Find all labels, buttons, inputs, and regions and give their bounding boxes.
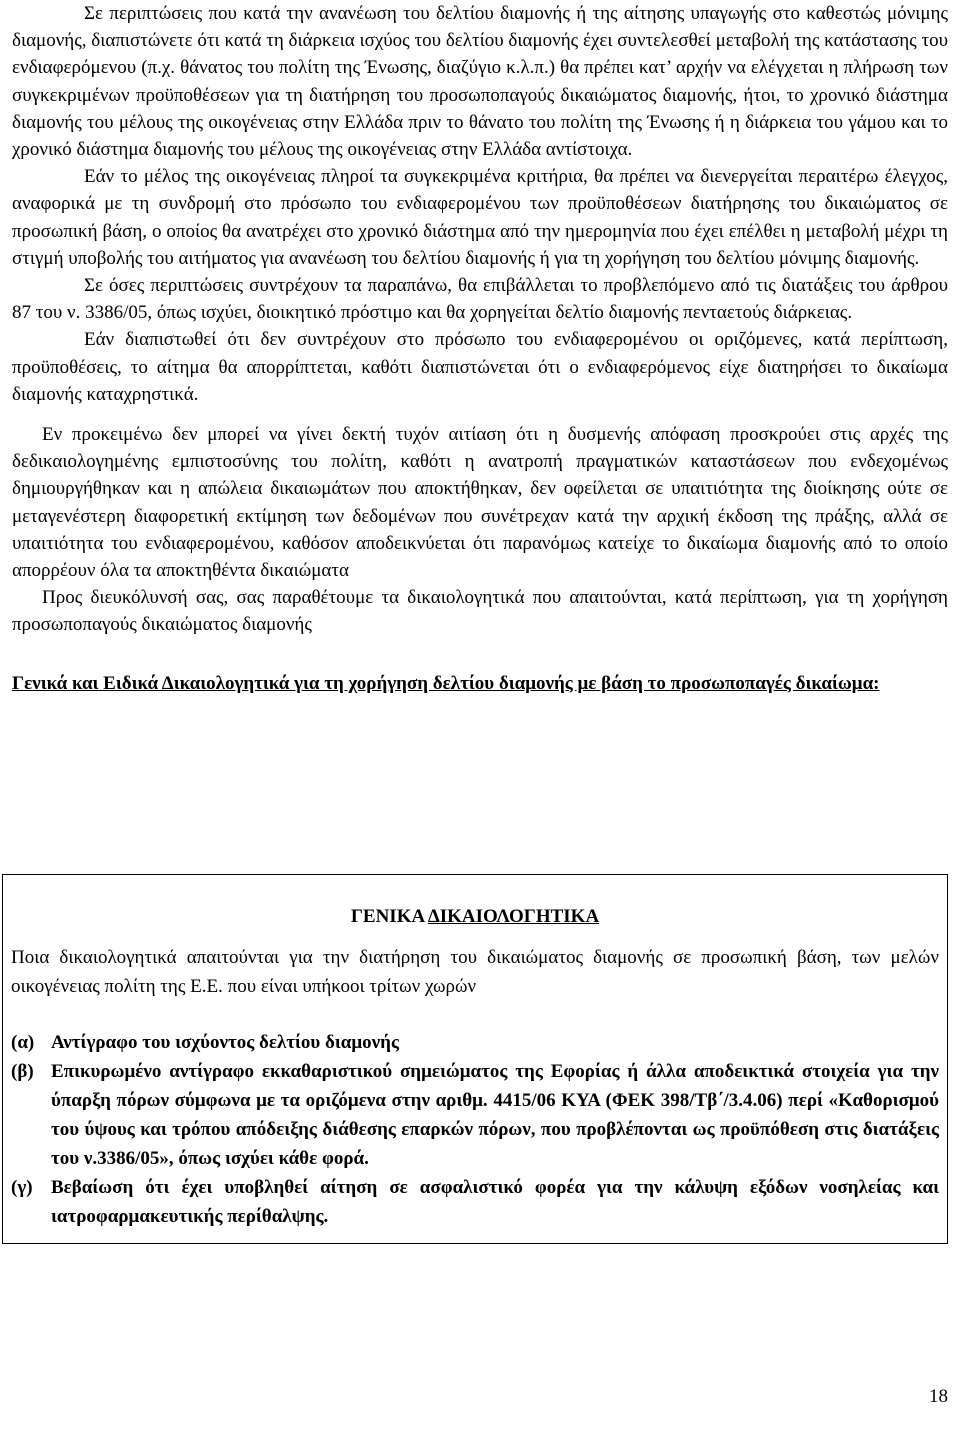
section-heading: Γενικά και Ειδικά Δικαιολογητικά για τη χορήγηση δελτίου διαμονής με βάση το προσωποπαγές δικαίωμα: [12,672,880,694]
paragraph-fine: Σε όσες περιπτώσεις συντρέχουν τα παραπάνω, θα επιβάλλεται το προβλεπόμενο από τις διατάξεις του άρθρου 87 του ν. 3386/05, όπως ισχύει, διοικητικό πρόστιμο και θα χορηγείται δελτίο διαμονής πενταετούς διάρκειας. [12,275,948,324]
requirements-list [11,1028,939,1231]
item-text: Βεβαίωση ότι έχει υποβληθεί αίτηση σε ασφαλιστικό φορέα για την κάλυψη εξόδων νοσηλείας και ιατροφαρμακευτικής περίθαλψης. [51,1177,939,1227]
paragraph-rejection: Εάν διαπιστωθεί ότι δεν συντρέχουν στο πρόσωπο του ενδιαφερομένου οι οριζόμενες, κατά περίπτωση, προϋποθέσεις, το αίτημα θα απορρίπτεται, καθότι διαπιστώνεται ότι ο ενδιαφερόμενος είχε διατηρήσει το δικαίωμα διαμονής καταχρηστικά. [12,329,948,405]
requirement-item [11,1173,939,1231]
requirement-item [11,1057,939,1173]
item-text: Αντίγραφο του ισχύοντος δελτίου διαμονής [51,1032,399,1053]
paragraph-status-change: Σε περιπτώσεις που κατά την ανανέωση του δελτίου διαμονής ή της αίτησης υπαγωγής στο καθεστώς μόνιμης διαμονής, διαπιστώνετε ότι κατά τη διάρκεια ισχύος του δελτίου διαμονής έχει συντελεσθεί μεταβολή της κατάστασης του ενδιαφερόμενου (π.χ. θάνατος του πολίτη της Ένωσης, διαζύγιο κ.λ.π.) θα πρέπει κατ’ αρχήν να ελέγχεται η πλήρωση των συγκεκριμένων προϋποθέσεων για τη διατήρηση του προσωποπαγούς δικαιώματος διαμονής, ήτοι, το χρονικό διάστημα διαμονής του μέλους της οικογένειας στην Ελλάδα πριν το θάνατο του πολίτη της Ένωσης ή η διάρκεια του γάμου και το χρονικό διάστημα διαμονής του μέλους της οικογένειας στην Ελλάδα αντίστοιχα. [12,3,948,161]
box-title [3,905,947,929]
page-number: 18 [929,1386,948,1407]
item-marker: (β) [11,1061,34,1082]
item-marker: (α) [11,1032,35,1053]
item-text: Επικυρωμένο αντίγραφο εκκαθαριστικού σημειώματος της Εφορίας ή άλλα αποδεικτικά στοιχεία για την ύπαρξη πόρων σύμφωνα με τα οριζόμενα στην αριθμ. 4415/06 ΚΥΑ (ΦΕΚ 398/Τβ΄/3.4.06) περί «Καθορισμού του ύψους και τρόπου απόδειξης διάθεσης επαρκών πόρων, που προβλέπονται ως προϋπόθεση στις διατάξεις του ν.3386/05», όπως ισχύει κάθε φορά. [51,1061,939,1169]
requirement-item [11,1028,939,1057]
item-marker: (γ) [11,1177,33,1198]
paragraph-documents-intro: Προς διευκόλυνσή σας, σας παραθέτουμε τα δικαιολογητικά που απαιτούνται, κατά περίπτωση, για τη χορήγηση προσωποπαγούς δικαιώματος διαμονής [12,587,948,636]
general-documents-box [2,874,948,1244]
box-title-underlined: ΔΙΚΑΙΟΛΟΓΗΤΙΚΑ [427,906,600,927]
paragraph-legitimate-trust: Εν προκειμένω δεν μπορεί να γίνει δεκτή τυχόν αιτίαση ότι η δυσμενής απόφαση προσκρούει στις αρχές της δεδικαιολογημένης εμπιστοσύνης του πολίτη, καθότι η ανατροπή πραγματικών καταστάσεων που ενδεχομένως δημιουργήθηκαν και η απώλεια δικαιωμάτων που αποκτήθηκαν, δεν οφείλεται σε υπαιτιότητα της διοίκησης ούτε σε μεταγενέστερη διαφορετική εκτίμηση των δεδομένων που συνέτρεχαν κατά την αρχική έκδοση της πράξης, αλλά σε υπαιτιότητα του ενδιαφερομένου, καθόσον αποδεικνύεται ότι παρανόμως κατείχε το δικαίωμα διαμονής από το οποίο απορρέουν όλα τα αποκτηθέντα δικαιώματα [12,424,948,582]
paragraph-further-check: Εάν το μέλος της οικογένειας πληροί τα συγκεκριμένα κριτήρια, θα πρέπει να διενεργείται περαιτέρω έλεγχος, αναφορικά με τη συνδρομή στο πρόσωπο του ενδιαφερομένου των προϋποθέσεων διατήρησης του δικαιώματος σε προσωπική βάση, ο οποίος θα ανατρέχει στο χρονικό διάστημα από την ημερομηνία που έχει επέλθει η μεταβολή μέχρι τη στιγμή υποβολής του αιτήματος για ανανέωση του δελτίου διαμονής ή για τη χορήγηση του δελτίου μόνιμης διαμονής. [12,166,948,269]
box-title-prefix: ΓΕΝΙΚΑ [350,906,428,927]
document-page [12,0,948,697]
box-intro: Ποια δικαιολογητικά απαιτούνται για την διατήρηση του δικαιώματος διαμονής σε προσωπική βάση, των μελών οικογένειας πολίτη της Ε.Ε. που είναι υπήκοοι τρίτων χωρών [11,947,939,997]
